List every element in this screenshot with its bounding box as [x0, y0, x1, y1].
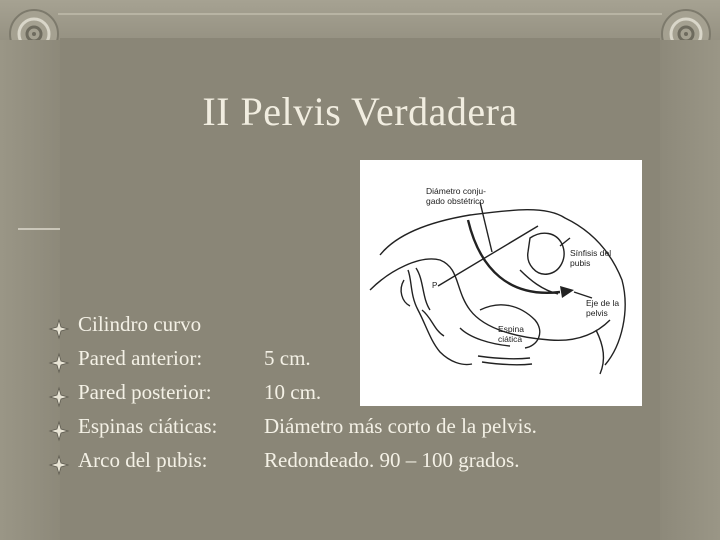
- slide-title: II Pelvis Verdadera: [202, 89, 518, 134]
- bullet-value: 10 cm.: [264, 380, 322, 404]
- bullet-label: Arco del pubis:: [78, 448, 208, 472]
- bullet-label: Espinas ciáticas:: [78, 414, 218, 438]
- ornament-bullet-icon: [48, 454, 70, 476]
- ornament-bullet-icon: [48, 352, 70, 374]
- bullet-value: 5 cm.: [264, 346, 311, 370]
- label-conjugate-1: Diámetro conju-: [426, 186, 486, 196]
- divider-ledge: [18, 228, 60, 230]
- label-p-mark: P: [432, 281, 438, 290]
- bullet-label: Pared anterior:: [78, 346, 203, 370]
- ornament-bullet-icon: [48, 386, 70, 408]
- label-axis-2: pelvis: [586, 308, 608, 318]
- label-spine-1: Espina: [498, 324, 524, 334]
- bullet-label: Cilindro curvo: [78, 312, 202, 336]
- bullet-value: Diámetro más corto de la pelvis.: [264, 414, 537, 438]
- ornament-bullet-icon: [48, 318, 70, 340]
- frame-right-column: [660, 40, 720, 540]
- ornament-bullet-icon: [48, 420, 70, 442]
- bullet-value: Redondeado. 90 – 100 grados.: [264, 448, 520, 472]
- bullet-label: Pared posterior:: [78, 380, 212, 404]
- column-capital-frame: [0, 0, 720, 62]
- label-symphysis-1: Sínfisis del: [570, 248, 612, 258]
- label-axis-1: Eje de la: [586, 298, 620, 308]
- label-spine-2: ciática: [498, 334, 523, 344]
- pelvis-diagram-drawing: [360, 160, 642, 406]
- label-symphysis-2: pubis: [570, 258, 591, 268]
- pelvis-diagram: [360, 160, 642, 406]
- label-conjugate-2: gado obstétrico: [426, 196, 485, 206]
